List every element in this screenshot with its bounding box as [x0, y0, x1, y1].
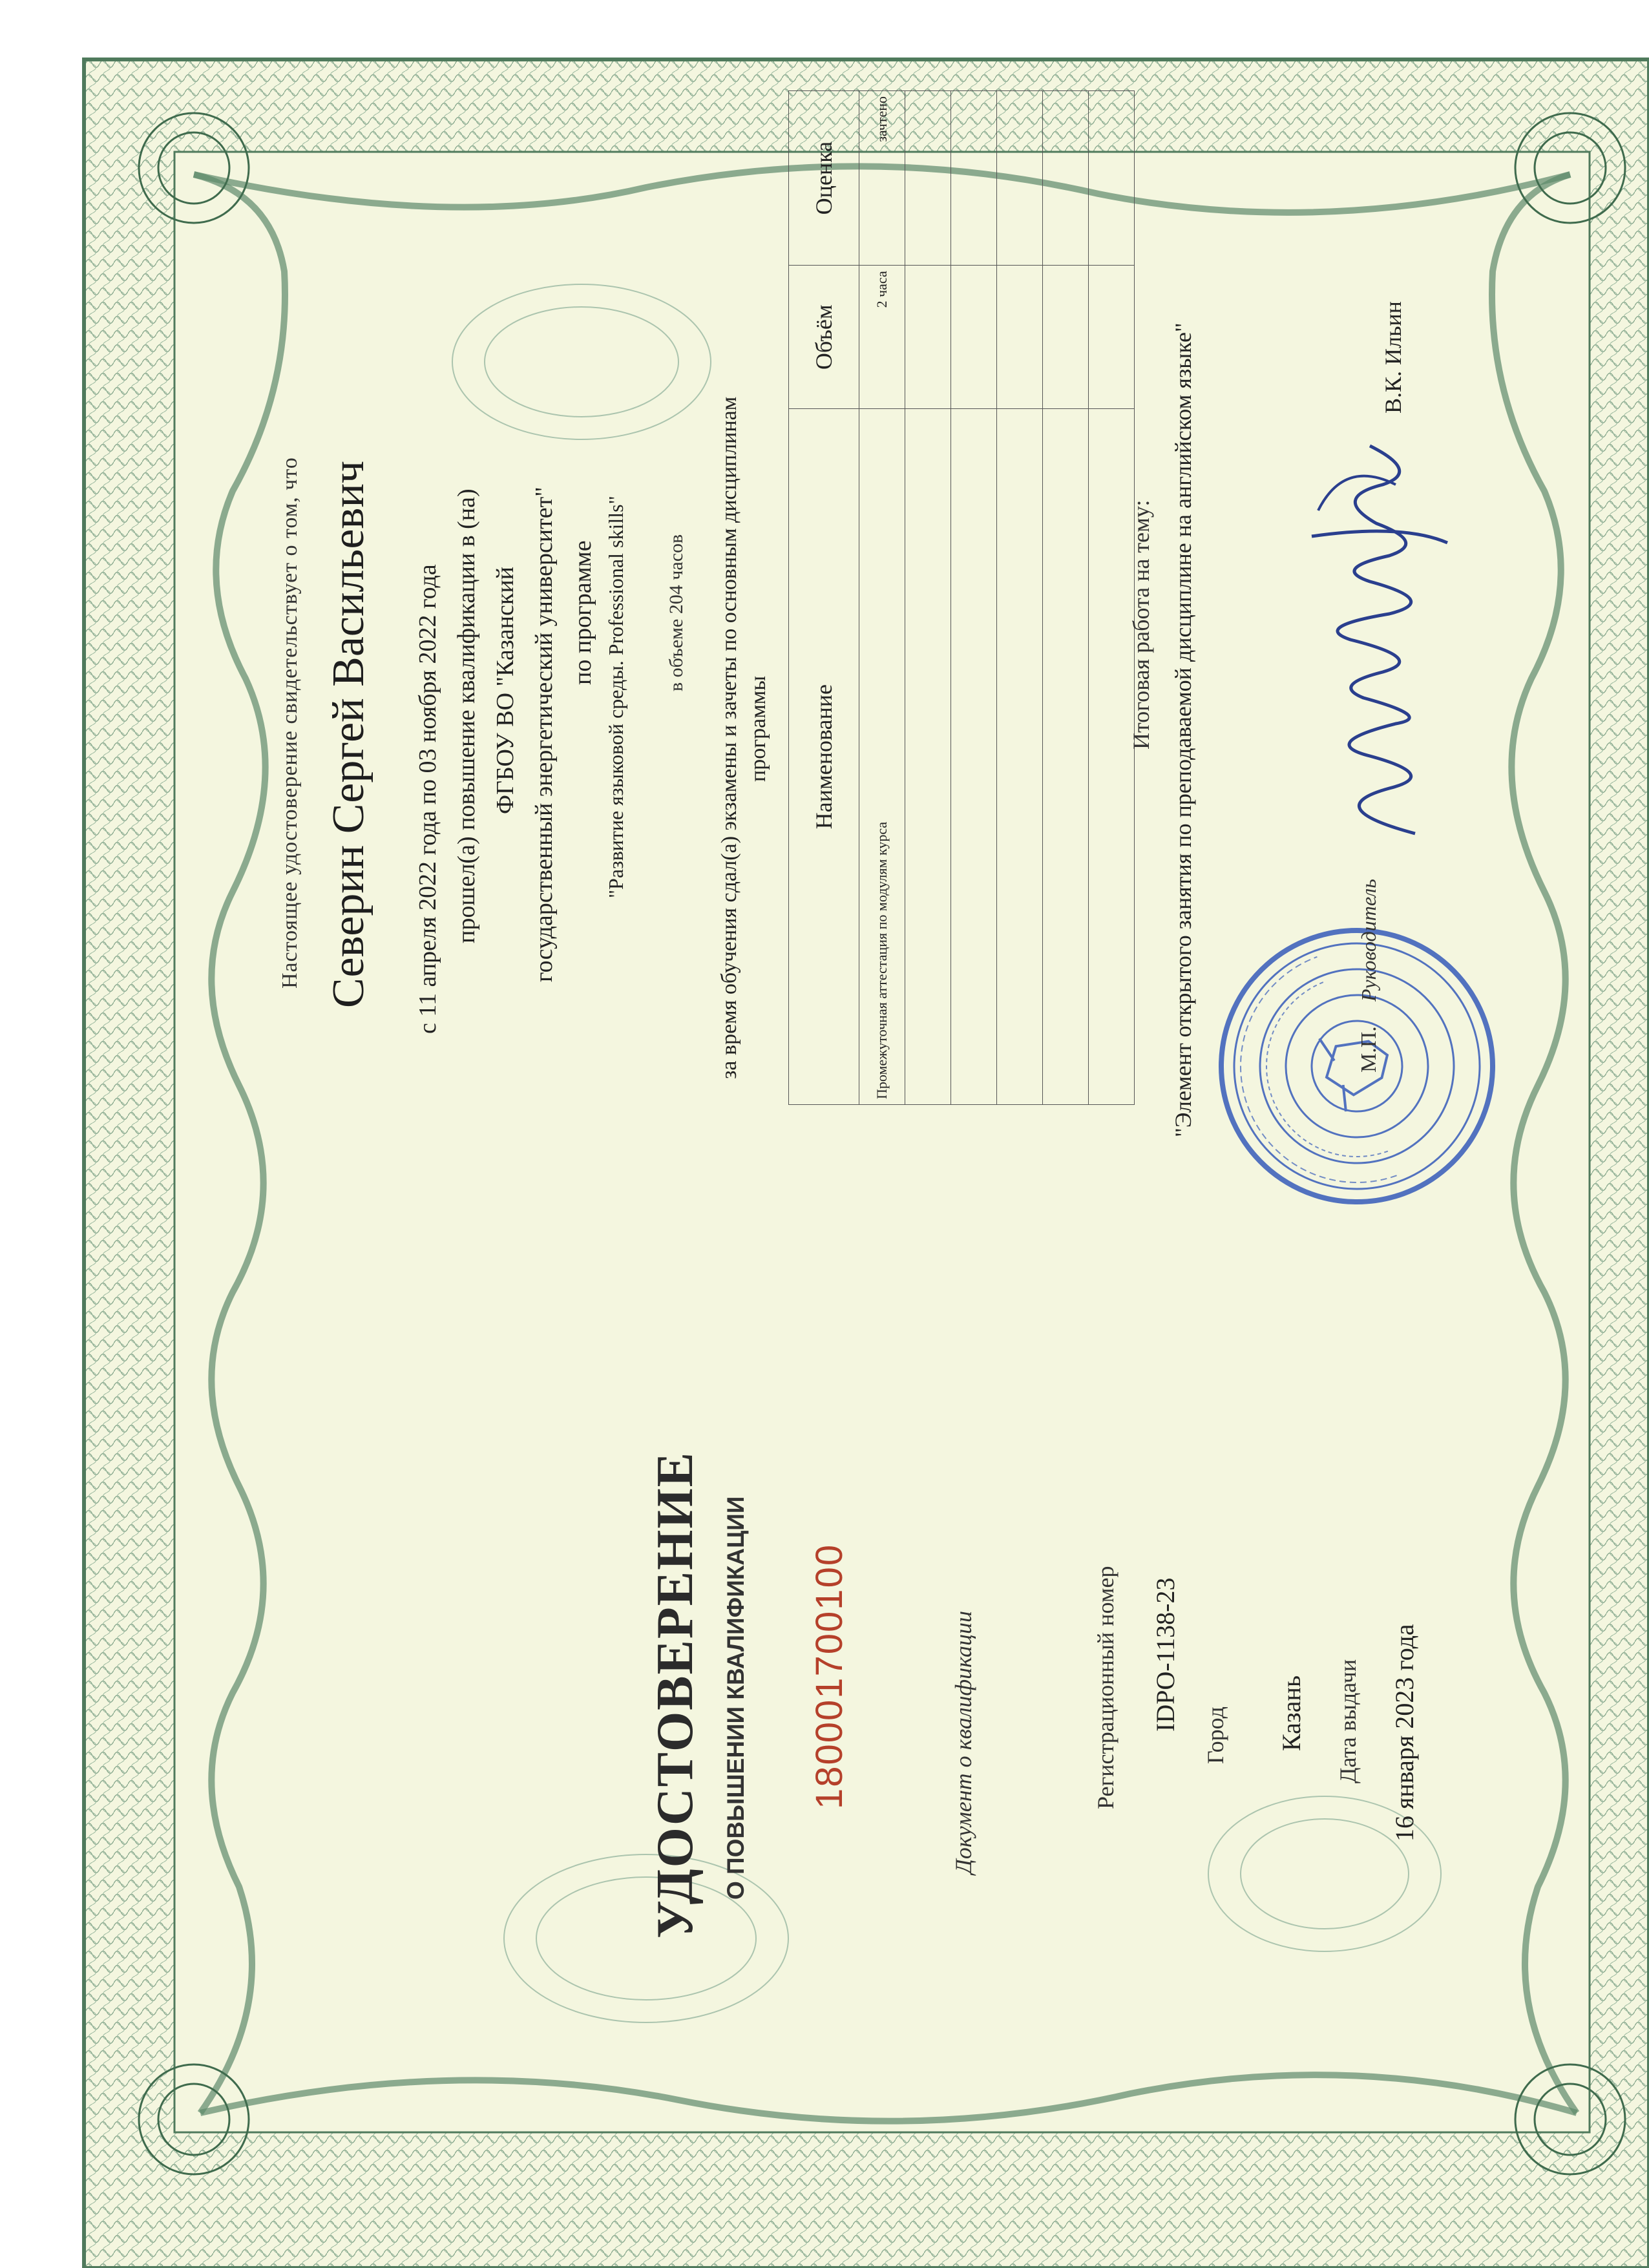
city: Казань [1277, 1675, 1306, 1751]
cell-name [905, 409, 951, 1105]
signer-name: В.К. Ильин [1380, 301, 1406, 414]
cell-volume [1089, 266, 1135, 409]
final-work-topic: "Элемент открытого занятия по преподаваемой дисциплине на английском языке" [1170, 322, 1196, 1137]
program-label: по программе [569, 540, 596, 685]
study-period: с 11 апреля 2022 года по 03 ноября 2022 года [414, 564, 441, 1034]
table-row [997, 91, 1043, 1105]
cell-grade [997, 91, 1043, 266]
grades-table [788, 90, 1135, 1105]
intro-text: Настоящее удостоверение свидетельствует о том, что [278, 457, 302, 989]
cell-grade: зачтено [859, 91, 905, 266]
grades-header-row [789, 91, 859, 1105]
handwritten-signature [1292, 433, 1460, 846]
certificate-title: УДОСТОВЕРЕНИЕ [647, 1451, 704, 1938]
final-work-label: Итоговая работа на тему: [1128, 499, 1154, 750]
exams-line2: программы [746, 675, 770, 782]
volume-text: в объеме 204 часов [666, 534, 687, 691]
cell-grade [1043, 91, 1089, 266]
institution-line1: ФГБОУ ВО "Казанский [492, 567, 519, 814]
passed-line: прошел(а) повышение квалификации в (на) [453, 488, 480, 943]
full-name: Северин Сергей Васильевич [324, 460, 373, 1008]
cell-volume [997, 266, 1043, 409]
cell-volume [951, 266, 997, 409]
issue-date-label: Дата выдачи [1335, 1659, 1361, 1783]
cell-grade [951, 91, 997, 266]
cell-name [951, 409, 997, 1105]
table-row [1043, 91, 1089, 1105]
cell-grade [905, 91, 951, 266]
table-row [859, 91, 905, 1105]
col-header-name: Наименование [789, 409, 859, 1105]
program-name: "Развитие языковой среды. Professional skills" [604, 496, 627, 898]
stamp-label: М.П. [1357, 1026, 1381, 1073]
table-row [951, 91, 997, 1105]
reg-number-label: Регистрационный номер [1093, 1566, 1119, 1809]
cell-name: Промежуточная аттестация по модулям курса [859, 409, 905, 1105]
institution-line2: государственный энергетический университет" [530, 487, 558, 982]
exams-line1: за время обучения сдал(а) экзамены и зачеты по основным дисциплинам [717, 396, 741, 1079]
col-header-volume: Объём [789, 266, 859, 409]
cell-volume: 2 часа [859, 266, 905, 409]
issue-date: 16 января 2023 года [1390, 1624, 1419, 1842]
city-label: Город [1203, 1706, 1228, 1764]
signer-role: Руководитель [1357, 879, 1380, 1002]
table-row [905, 91, 951, 1105]
cell-name [1043, 409, 1089, 1105]
col-header-grade: Оценка [789, 91, 859, 266]
serial-number: 180001700100 [808, 1543, 850, 1809]
reg-number: IDPO-1138-23 [1151, 1577, 1180, 1732]
cell-name [997, 409, 1043, 1105]
cell-volume [905, 266, 951, 409]
document-type-label: Документ о квалификации [951, 1610, 976, 1874]
cell-grade [1089, 91, 1135, 266]
cell-volume [1043, 266, 1089, 409]
certificate-subtitle: О ПОВЫШЕНИИ КВАЛИФИКАЦИИ [722, 1496, 749, 1900]
